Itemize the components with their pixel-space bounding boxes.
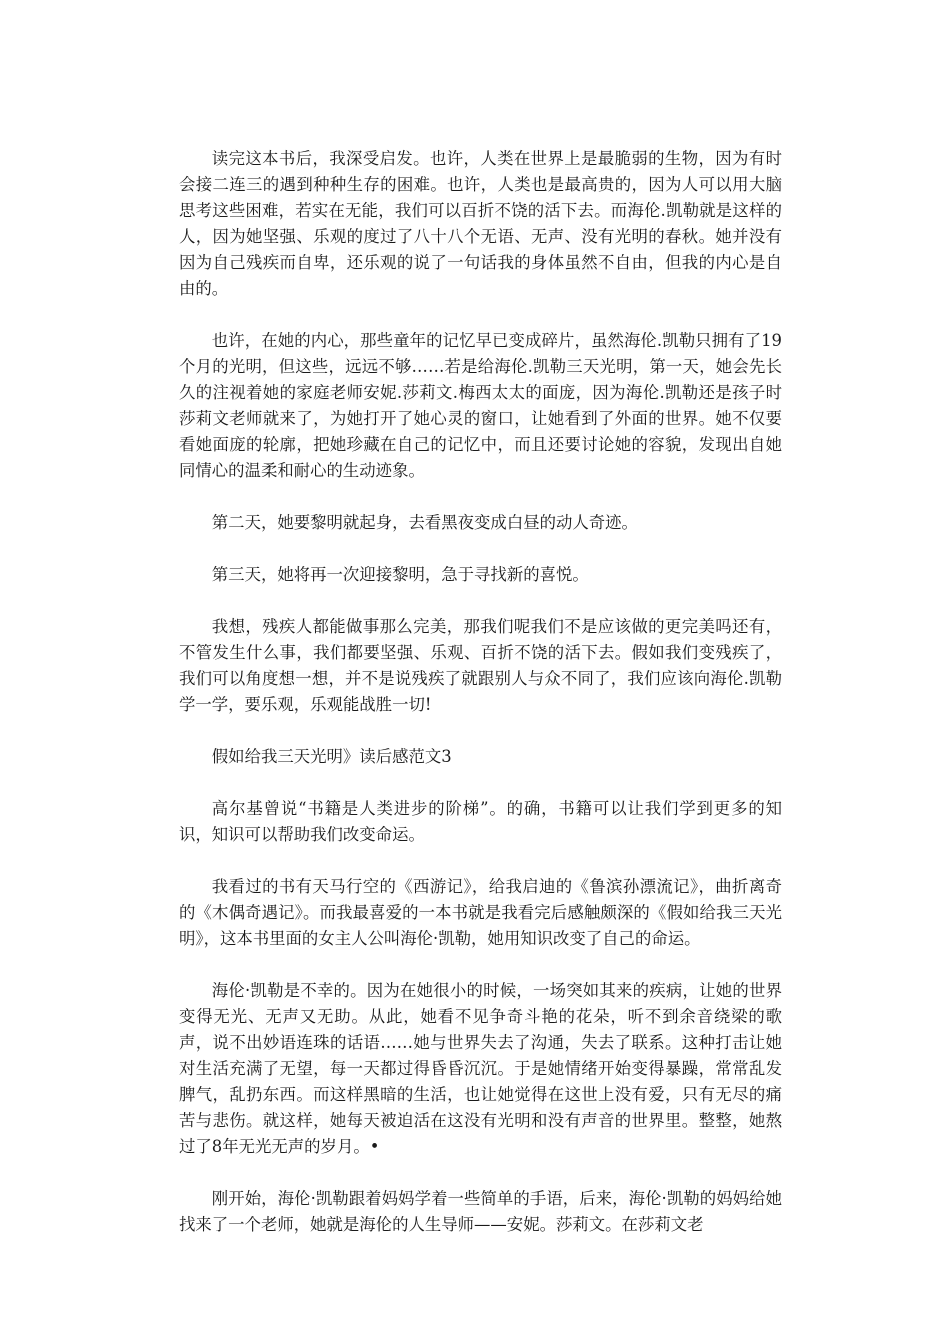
paragraph: 刚开始，海伦·凯勒跟着妈妈学着一些简单的手语，后来，海伦·凯勒的妈妈给她找来了一个老师，她就是海伦的人生导师——安妮。莎莉文。在莎莉文老	[179, 1189, 782, 1234]
document-body	[179, 146, 782, 1264]
paragraph: 我想，残疾人都能做事那么完美，那我们呢我们不是应该做的更完美吗还有，不管发生什么事，我们都要坚强、乐观、百折不饶的活下去。假如我们变残疾了，我们可以角度想一想，并不是说残疾了就跟别人与众不同了，我们应该向海伦.凯勒学一学，要乐观，乐观能战胜一切!	[179, 617, 782, 714]
paragraph: 第三天，她将再一次迎接黎明，急于寻找新的喜悦。	[211, 565, 589, 584]
section-heading: 假如给我三天光明》读后感范文3	[211, 747, 452, 766]
paragraph: 第二天，她要黎明就起身，去看黑夜变成白昼的动人奇迹。	[211, 513, 638, 532]
paragraph: 也许，在她的内心，那些童年的记忆早已变成碎片，虽然海伦.凯勒只拥有了19个月的光明，但这些，远远不够……若是给海伦.凯勒三天光明，第一天，她会先长久的注视着她的家庭老师安妮.莎莉文.梅西太太的面庞，因为海伦.凯勒还是孩子时莎莉文老师就来了，为她打开了她心灵的窗口，让她看到了外面的世界。她不仅要看她面庞的轮廓，把她珍藏在自己的记忆中，而且还要讨论她的容貌，发现出自她同情心的温柔和耐心的生动迹象。	[179, 331, 782, 480]
paragraph: 海伦·凯勒是不幸的。因为在她很小的时候，一场突如其来的疾病，让她的世界变得无光、无声又无助。从此，她看不见争奇斗艳的花朵，听不到余音绕梁的歌声，说不出妙语连珠的话语……她与世界失去了沟通，失去了联系。这种打击让她对生活充满了无望，每一天都过得昏昏沉沉。于是她情绪开始变得暴躁，常常乱发脾气，乱扔东西。而这样黑暗的生活，也让她觉得在这世上没有爱，只有无尽的痛苦与悲伤。就这样，她每天被迫活在这没有光明和没有声音的世界里。整整，她熬过了8年无光无声的岁月。•	[179, 981, 782, 1156]
paragraph: 高尔基曾说“书籍是人类进步的阶梯”。的确，书籍可以让我们学到更多的知识，知识可以帮助我们改变命运。	[179, 799, 782, 844]
paragraph: 读完这本书后，我深受启发。也许，人类在世界上是最脆弱的生物，因为有时会接二连三的遇到种种生存的困难。也许，人类也是最高贵的，因为人可以用大脑思考这些困难，若实在无能，我们可以百折不饶的活下去。而海伦.凯勒就是这样的人，因为她坚强、乐观的度过了八十八个无语、无声、没有光明的春秋。她并没有因为自己残疾而自卑，还乐观的说了一句话我的身体虽然不自由，但我的内心是自由的。	[179, 149, 782, 298]
paragraph: 我看过的书有天马行空的《西游记》，给我启迪的《鲁滨孙漂流记》，曲折离奇的《木偶奇遇记》。而我最喜爱的一本书就是我看完后感触颇深的《假如给我三天光明》，这本书里面的女主人公叫海伦·凯勒，她用知识改变了自己的命运。	[179, 877, 782, 948]
